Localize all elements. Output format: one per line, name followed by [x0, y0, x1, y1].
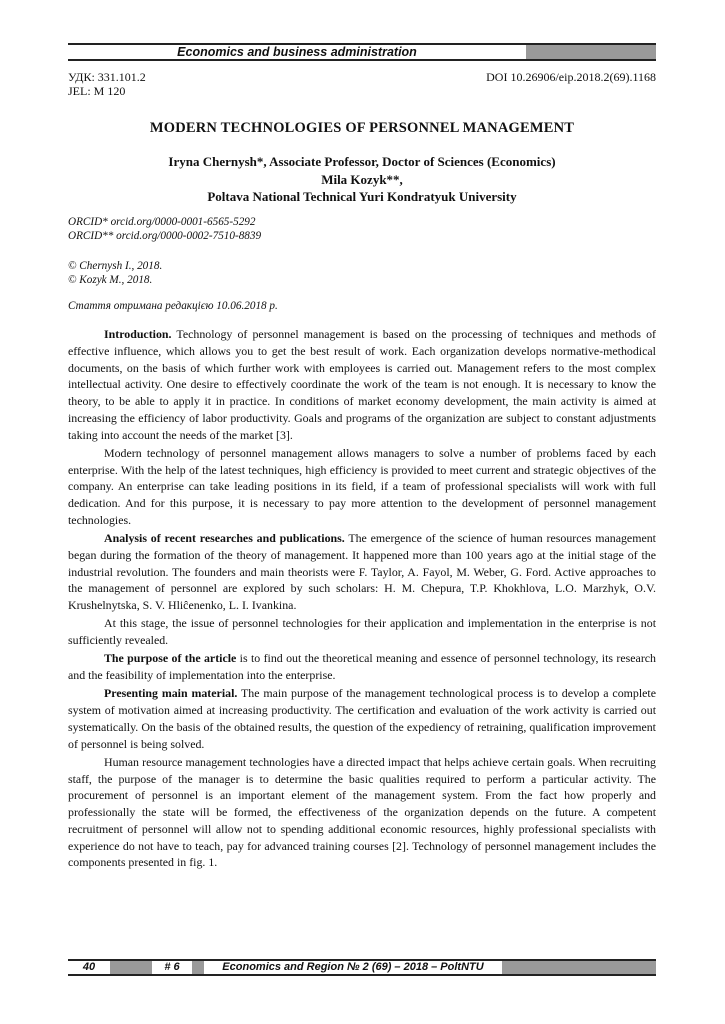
udk-code: УДК: 331.101.2 [68, 70, 146, 84]
heading-main-material: Presenting main material. [104, 686, 238, 701]
header-gray-block [526, 45, 656, 59]
article-meta [68, 70, 656, 98]
article-body [68, 326, 656, 873]
copyright-block [68, 260, 656, 287]
heading-purpose: The purpose of the article [104, 651, 237, 666]
paragraph-introduction: Introduction. Technology of personnel management is based on the processing of techniques and methods of effective influence, which allows you to get the best result of work. Each organization develops normative-methodical documents, on the basis of which further work with employees is carried out. Management refers to the most complex intellectual activity. One desire to effectively coordinate the work of the team is not enough. It is necessary to know the theory, to be able to apply it in practice. In conditions of market economy development, the main activity is aimed at increasing the efficiency of labor productivity. Goals and programs of the organization are subject to constant adjustments taking into account the needs of the market [3]. [68, 327, 656, 442]
paragraph-stage: At this stage, the issue of personnel technologies for their application and implementation in the enterprise is not sufficiently revealed. [68, 616, 656, 647]
author-1: Iryna Chernysh*, Associate Professor, Doctor of Sciences (Economics) [168, 154, 556, 169]
heading-introduction: Introduction. [104, 327, 172, 341]
orcid-2[interactable]: ORCID** orcid.org/0000-0002-7510-8839 [68, 229, 262, 242]
orcid-1[interactable]: ORCID* orcid.org/0000-0001-6565-5292 [68, 216, 256, 228]
footer-gray-3 [502, 961, 656, 974]
copyright-2: © Kozyk M., 2018. [68, 273, 153, 286]
section-title: Economics and business administration [177, 45, 417, 59]
paragraph-purpose: The purpose of the article is to find out the theoretical meaning and essence of personnel technology, its research and the feasibility of implementation into the enterprise. [68, 651, 656, 682]
doi-link[interactable]: DOI 10.26906/eip.2018.2(69).1168 [486, 70, 656, 84]
author-2: Mila Kozyk**, [321, 171, 403, 187]
footer-gray-2 [192, 961, 204, 974]
header-bottom-rule [68, 59, 656, 61]
footer-bottom-rule [68, 974, 656, 976]
orcid-block [68, 216, 656, 243]
issue-number: # 6 [164, 961, 180, 973]
jel-code: JEL: M 120 [68, 84, 126, 98]
affiliation: Poltava National Technical Yuri Kondratyuk University [207, 189, 517, 204]
paragraph-modern-technology: Modern technology of personnel management allows managers to solve a number of problems faced by each enterprise. With the help of the latest techniques, high efficiency is provided to meet current and strategic objectives of the company. An enterprise can take leading positions in its field, if a team of professional specialists will work with full dedication. And for this purpose, it is necessary to pay more attention to the development of personnel management technologies. [68, 445, 656, 527]
footer-gray-1 [110, 961, 152, 974]
article-title: MODERN TECHNOLOGIES OF PERSONNEL MANAGEMENT [149, 120, 575, 136]
section-header [68, 45, 656, 59]
copyright-1: © Chernysh I., 2018. [68, 260, 163, 272]
paragraph-main-material: Presenting main material. The main purpose of the management technological process is to develop a complete system of motivation aimed at increasing productivity. The certification and evaluation of the work activity is carried out systematically. On the basis of the obtained results, the question of the expediency of retraining, qualification improvement of personnel is being solved. [68, 686, 657, 751]
paragraph-analysis: Analysis of recent researches and publications. The emergence of the science of human resources management began during the formation of the theory of management. It happened more than 100 years ago at the initial stage of the industrial revolution. The founders and main theorists were F. Taylor, A. Fayol, M. Weber, G. Ford. Active approaches to the management of personnel are explored by such scholars: H. M. Chepura, T.P. Khokhlova, L.O. Marzhyk, O.V. Krushelnytska, S. V. Hliĉenenko, L. I. Ivankina. [68, 531, 656, 612]
paragraph-hr-technologies: Human resource management technologies have a directed impact that helps achieve certain goals. When recruiting staff, the purpose of the manager is to determine the basic qualities required to perform a particular activity. The procurement of personnel is an important element of the management system. From the fact how properly and professionally the state will be formed, the effectiveness of the organization depends on the future. A competent recruitment of personnel will allow not to spending additional economic resources, highly professional specialists with experience do not have to teach, pay for advanced training courses [2]. Technology of personnel management includes the components presented in fig. 1. [68, 754, 656, 870]
author-block [68, 153, 656, 206]
heading-analysis: Analysis of recent researches and publications. [104, 531, 345, 545]
page-footer [68, 961, 656, 974]
page-number: 40 [82, 961, 96, 973]
journal-name: Economics and Region № 2 (69) – 2018 – PoltNTU [222, 961, 484, 973]
received-date: Стаття отримана редакцією 10.06.2018 р. [68, 300, 278, 312]
